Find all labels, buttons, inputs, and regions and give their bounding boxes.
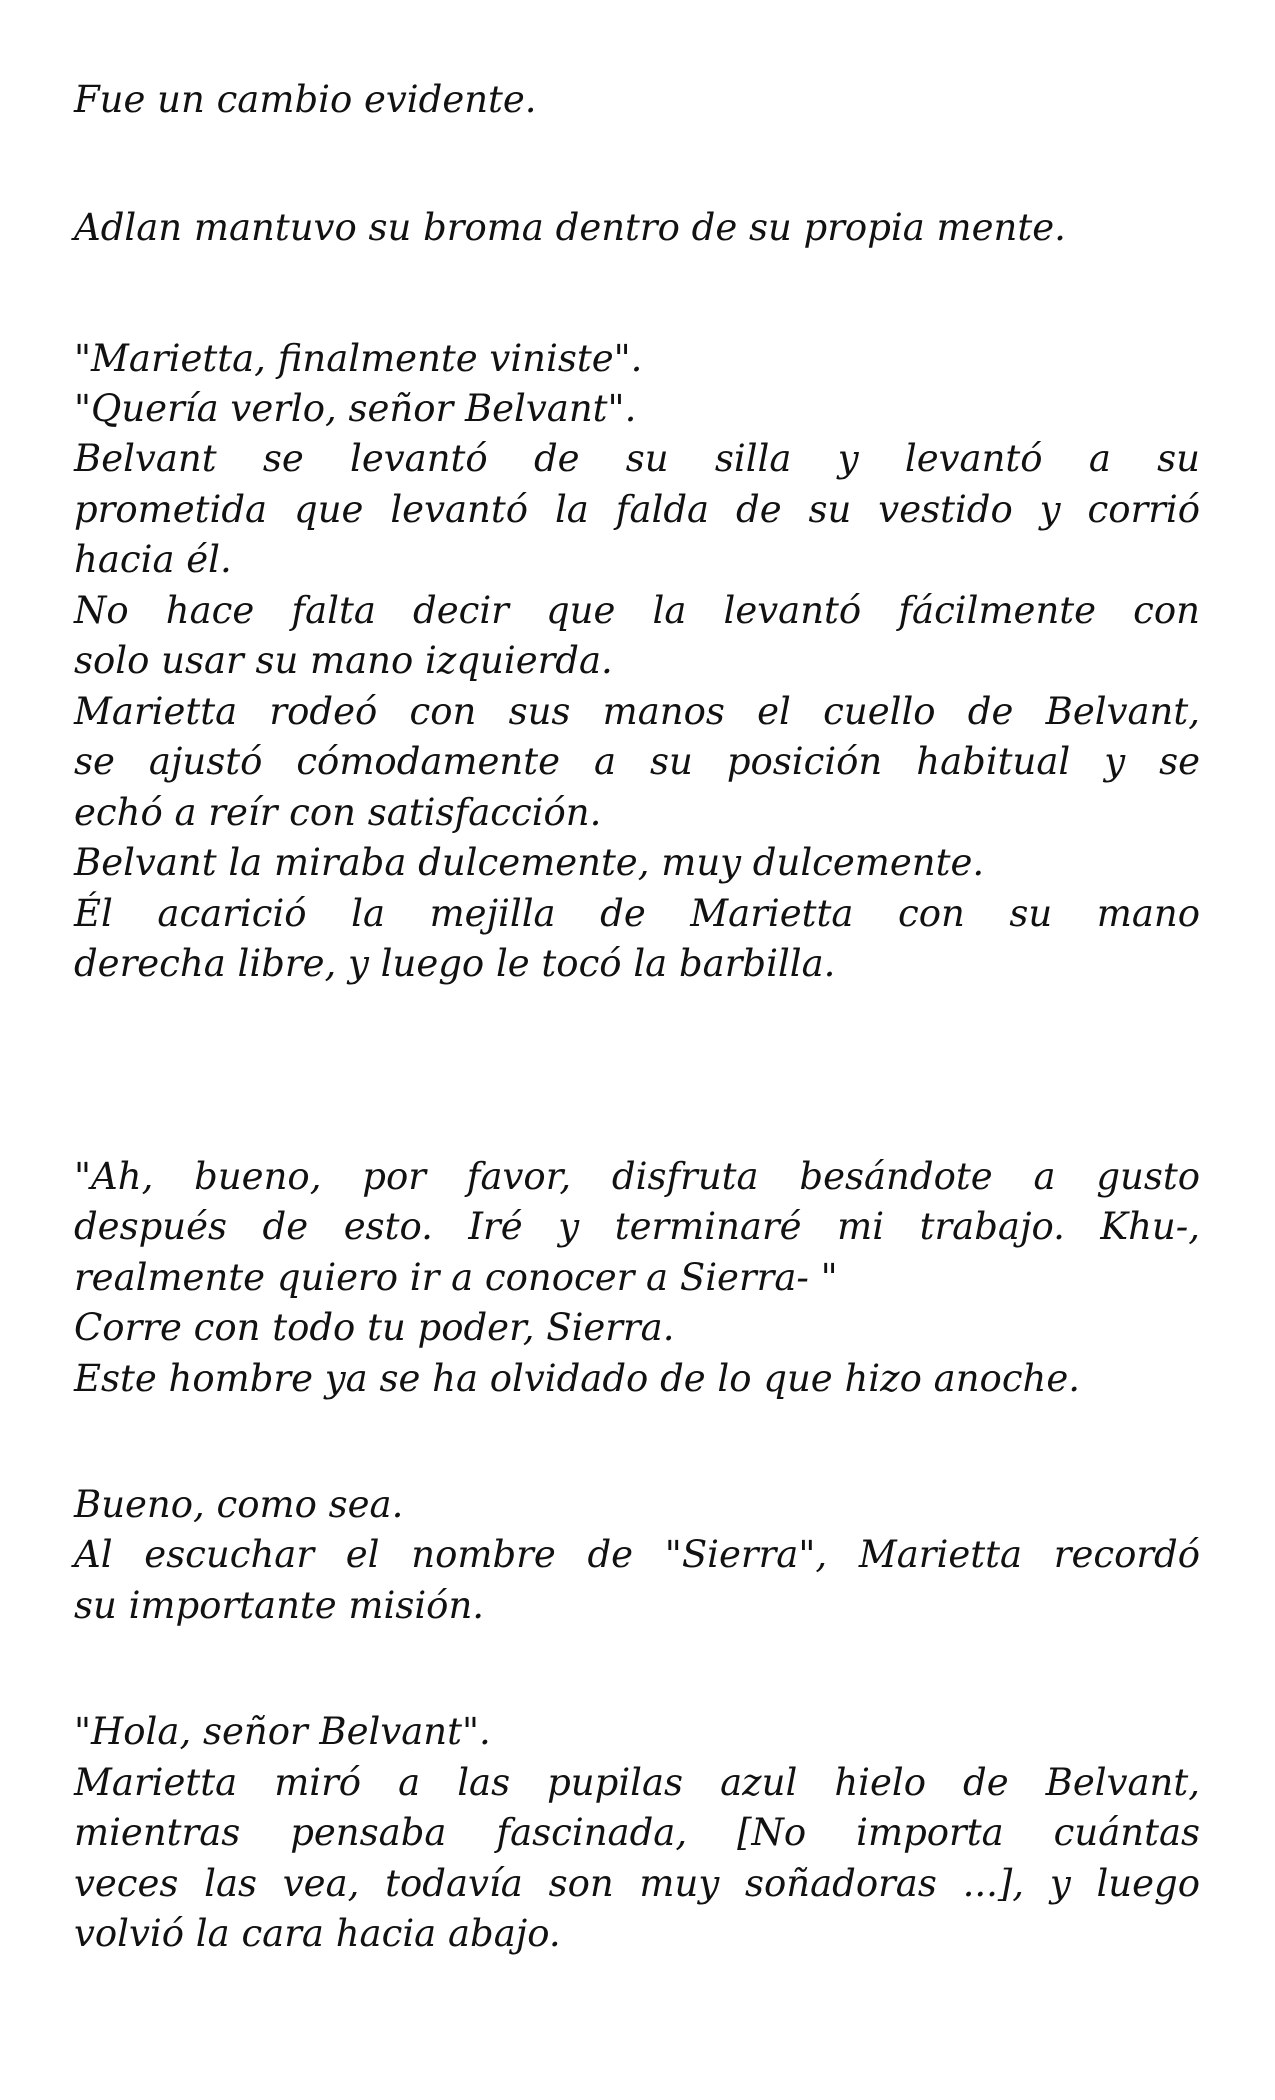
text-line: "Ah, bueno, por favor, disfruta besándote a gusto <box>74 1155 1200 1198</box>
text-line: derecha libre, y luego le tocó la barbilla. <box>74 942 836 985</box>
text-line: realmente quiero ir a conocer a Sierra- " <box>74 1256 838 1299</box>
text-line: se ajustó cómodamente a su posición habitual y se <box>74 740 1200 783</box>
text-line: Al escuchar el nombre de "Sierra", Marietta recordó <box>74 1533 1200 1576</box>
text-line: echó a reír con satisfacción. <box>74 791 602 834</box>
text-line: No hace falta decir que la levantó fácilmente con <box>74 589 1200 632</box>
text-line: su importante misión. <box>74 1584 485 1627</box>
text-line: prometida que levantó la falda de su vestido y corrió <box>74 488 1200 531</box>
text-line: "Marietta, finalmente viniste". <box>74 337 643 380</box>
text-line: Marietta miró a las pupilas azul hielo de Belvant, <box>74 1761 1200 1804</box>
text-line: hacia él. <box>74 538 232 581</box>
text-line: Este hombre ya se ha olvidado de lo que hizo anoche. <box>74 1357 1081 1400</box>
text-line: volvió la cara hacia abajo. <box>74 1912 561 1955</box>
text-line: Corre con todo tu poder, Sierra. <box>74 1306 675 1349</box>
text-line: Adlan mantuvo su broma dentro de su propia mente. <box>74 206 1066 249</box>
text-line: después de esto. Iré y terminaré mi trabajo. Khu-, <box>74 1205 1200 1248</box>
text-line: Él acarició la mejilla de Marietta con su mano <box>74 892 1200 935</box>
text-line: veces las vea, todavía son muy soñadoras ...], y luego <box>74 1862 1200 1905</box>
text-line: "Quería verlo, señor Belvant". <box>74 387 637 430</box>
text-line: Belvant se levantó de su silla y levantó a su <box>74 437 1200 480</box>
text-line: solo usar su mano izquierda. <box>74 639 613 682</box>
text-line: Belvant la miraba dulcemente, muy dulcemente. <box>74 841 985 884</box>
text-line: mientras pensaba fascinada, [No importa cuántas <box>74 1811 1200 1854</box>
text-line: Marietta rodeó con sus manos el cuello de Belvant, <box>74 690 1200 733</box>
text-line: "Hola, señor Belvant". <box>74 1710 491 1753</box>
text-line: Fue un cambio evidente. <box>74 78 537 121</box>
text-line: Bueno, como sea. <box>74 1483 404 1526</box>
